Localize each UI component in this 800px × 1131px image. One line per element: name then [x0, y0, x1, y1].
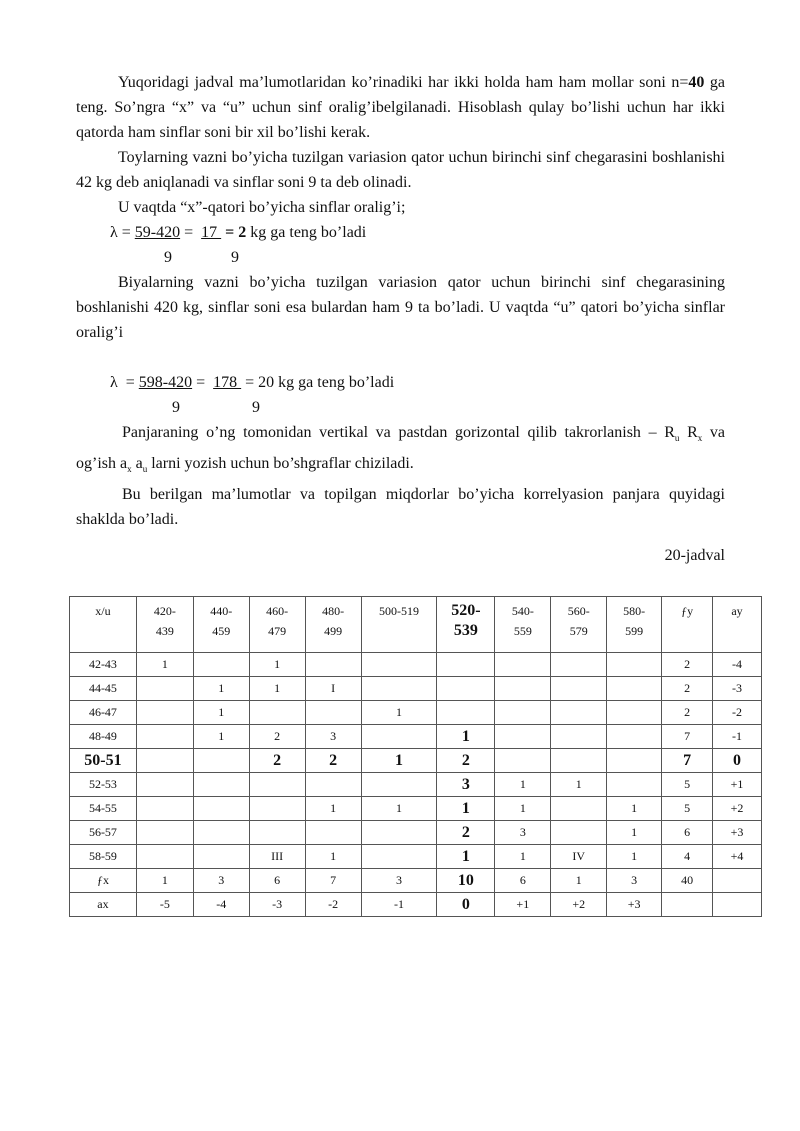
table-cell: 1 — [495, 845, 551, 869]
table-header-row — [70, 597, 762, 653]
paragraph-4: Biyalarning vazni bo’yicha tuzilgan variasion qator uchun birinchi sinf chegarasining boshlanishi 420 kg, sinflar soni esa bulardan ham 9 ta bo’ladi. U vaqtda “u” qatori bo’yicha sinflar oralig’i — [76, 274, 725, 341]
table-cell: 1 — [361, 797, 437, 821]
table-cell — [551, 797, 607, 821]
header-cell: ay — [713, 597, 762, 653]
table-cell: -1 — [361, 893, 437, 917]
table-cell — [662, 893, 713, 917]
table-cell: 6 — [495, 869, 551, 893]
table-cell: 1 — [193, 701, 249, 725]
table-cell: 46-47 — [70, 701, 137, 725]
table-cell: 1 — [249, 677, 305, 701]
formula-x-interval: λ = 59-420 = 17 = 2 kg ga teng bo’ladi 9 9 — [76, 220, 725, 270]
paragraph-2: Toylarning vazni bo’yicha tuzilgan variasion qator uchun birinchi sinf chegarasini boshlanishi 42 kg deb aniqlanadi va sinflar soni 9 ta deb olinadi. — [76, 149, 725, 191]
table-cell: 1 — [136, 869, 193, 893]
table-cell — [607, 725, 662, 749]
table-cell: 48-49 — [70, 725, 137, 749]
table-cell: 3 — [437, 773, 495, 797]
header-cell: 580- 599 — [607, 597, 662, 653]
table-cell: 1 — [437, 725, 495, 749]
header-cell: x/u — [70, 597, 137, 653]
table-cell: ax — [70, 893, 137, 917]
denominator: 9 — [231, 249, 239, 266]
correlation-table — [69, 596, 762, 917]
table-cell — [495, 749, 551, 773]
table-cell: I — [305, 677, 361, 701]
table-row — [70, 725, 762, 749]
table-cell: ƒx — [70, 869, 137, 893]
table-cell: +3 — [607, 893, 662, 917]
table-cell — [495, 677, 551, 701]
table-cell: +4 — [713, 845, 762, 869]
table-cell: 2 — [249, 725, 305, 749]
table-cell: 1 — [249, 653, 305, 677]
table-cell: 7 — [662, 749, 713, 773]
table-cell: -5 — [136, 893, 193, 917]
paragraph-3: U vaqtda “x”-qatori bo’yicha sinflar oralig’i; — [118, 199, 406, 216]
table-cell: 1 — [305, 845, 361, 869]
table-cell: 7 — [305, 869, 361, 893]
table-cell: 42-43 — [70, 653, 137, 677]
paragraph-5: Panjaraning o’ng tomonidan vertikal va pastdan gorizontal qilib takrorlanish – $R_u$ $R_x$ va og’ish $a_x$ $a_u$ larni yozish uchun bo’shgraflar chiziladi. — [76, 424, 726, 475]
table-cell: 2 — [249, 749, 305, 773]
table-cell — [361, 821, 437, 845]
table-cell: -2 — [305, 893, 361, 917]
table-cell — [495, 701, 551, 725]
formula-y-interval: λ = 598-420 = 178 = 20 kg ga teng bo’ladi 9 9 — [76, 370, 725, 420]
table-cell: 5 — [662, 797, 713, 821]
table-cell — [551, 677, 607, 701]
table-cell: 6 — [249, 869, 305, 893]
table-cell — [437, 701, 495, 725]
table-cell: 6 — [662, 821, 713, 845]
table-cell — [551, 749, 607, 773]
table-cell: 3 — [361, 869, 437, 893]
table-cell — [249, 797, 305, 821]
table-cell: 4 — [662, 845, 713, 869]
table-number: 20-jadval — [664, 547, 725, 564]
table-cell: 0 — [713, 749, 762, 773]
table-cell — [713, 869, 762, 893]
table-cell: 2 — [662, 677, 713, 701]
table-cell: -2 — [713, 701, 762, 725]
table-cell — [136, 845, 193, 869]
table-cell: 7 — [662, 725, 713, 749]
table-cell: 2 — [662, 701, 713, 725]
table-cell: 2 — [662, 653, 713, 677]
table-cell — [551, 701, 607, 725]
table-cell: 3 — [193, 869, 249, 893]
table-cell: 3 — [495, 821, 551, 845]
table-cell — [551, 821, 607, 845]
table-cell — [495, 653, 551, 677]
table-cell — [249, 701, 305, 725]
table-cell — [361, 773, 437, 797]
header-cell: 480- 499 — [305, 597, 361, 653]
table-cell: 1 — [551, 869, 607, 893]
table-row — [70, 653, 762, 677]
table-cell: 1 — [437, 797, 495, 821]
table-cell: 5 — [662, 773, 713, 797]
table-cell — [361, 725, 437, 749]
table-cell — [361, 677, 437, 701]
table-cell: 2 — [305, 749, 361, 773]
table-cell: 1 — [495, 797, 551, 821]
table-cell: +1 — [495, 893, 551, 917]
table-cell: -1 — [713, 725, 762, 749]
table-cell: 1 — [361, 701, 437, 725]
table-cell: 0 — [437, 893, 495, 917]
table-cell — [607, 701, 662, 725]
table-cell — [305, 821, 361, 845]
header-cell: 440- 459 — [193, 597, 249, 653]
table-cell — [136, 701, 193, 725]
table-row — [70, 869, 762, 893]
paragraph-1: Yuqoridagi jadval ma’lumotlaridan ko’rinadiki har ikki holda ham ham mollar soni n=40 ga teng. So’ngra “x” va “u” uchun sinf oralig’ibelgilanadi. Hisoblash qulay bo’lishi uchun har ikki qatorda ham sinflar soni bir xil bo’lishi kerak. — [76, 74, 726, 141]
table-cell: 1 — [136, 653, 193, 677]
table-cell — [249, 773, 305, 797]
table-row — [70, 893, 762, 917]
table-cell — [193, 821, 249, 845]
table-cell: 1 — [193, 677, 249, 701]
table-cell: -4 — [713, 653, 762, 677]
table-cell: 3 — [305, 725, 361, 749]
table-row — [70, 677, 762, 701]
table-cell: -3 — [713, 677, 762, 701]
table-cell — [136, 677, 193, 701]
table-cell: 1 — [437, 845, 495, 869]
table-cell: -4 — [193, 893, 249, 917]
table-cell — [305, 701, 361, 725]
header-cell: 420- 439 — [136, 597, 193, 653]
table-cell — [607, 653, 662, 677]
table-cell: 1 — [607, 845, 662, 869]
table-cell: 10 — [437, 869, 495, 893]
table-row — [70, 845, 762, 869]
table-cell: 1 — [607, 797, 662, 821]
table-cell — [607, 749, 662, 773]
table-cell: +3 — [713, 821, 762, 845]
table-cell: 2 — [437, 821, 495, 845]
table-cell — [305, 773, 361, 797]
table-row — [70, 701, 762, 725]
table-cell — [713, 893, 762, 917]
table-cell: 1 — [551, 773, 607, 797]
header-cell: 560- 579 — [551, 597, 607, 653]
table-cell: 50-51 — [70, 749, 137, 773]
table-cell: III — [249, 845, 305, 869]
table-cell: 3 — [607, 869, 662, 893]
table-cell — [551, 725, 607, 749]
table-row — [70, 749, 762, 773]
header-cell: 520- 539 — [437, 597, 495, 653]
table-cell: 52-53 — [70, 773, 137, 797]
table-cell: 58-59 — [70, 845, 137, 869]
denominator: 9 — [252, 399, 260, 416]
table-cell — [305, 653, 361, 677]
document-body — [76, 70, 726, 564]
table-cell — [607, 677, 662, 701]
table-cell: 1 — [305, 797, 361, 821]
header-cell: ƒy — [662, 597, 713, 653]
table-cell: 44-45 — [70, 677, 137, 701]
table-cell — [193, 797, 249, 821]
header-cell: 500-519 — [361, 597, 437, 653]
table-cell — [249, 821, 305, 845]
table-cell: IV — [551, 845, 607, 869]
table-cell: 1 — [193, 725, 249, 749]
table-cell — [361, 845, 437, 869]
table-cell — [437, 653, 495, 677]
table-cell: 1 — [607, 821, 662, 845]
table-cell — [136, 773, 193, 797]
table-cell — [437, 677, 495, 701]
table-cell — [551, 653, 607, 677]
paragraph-6: Bu berilgan ma’lumotlar va topilgan miqdorlar bo’yicha korrelyasion panjara quyidagi shaklda bo’ladi. — [76, 486, 725, 529]
table-cell — [136, 749, 193, 773]
table-cell: 2 — [437, 749, 495, 773]
header-cell: 460- 479 — [249, 597, 305, 653]
denominator: 9 — [164, 249, 172, 266]
table-cell — [136, 725, 193, 749]
table-cell: 54-55 — [70, 797, 137, 821]
table-cell — [193, 749, 249, 773]
table-row — [70, 773, 762, 797]
table-cell — [193, 845, 249, 869]
table-cell — [136, 821, 193, 845]
table-cell — [607, 773, 662, 797]
header-cell: 540- 559 — [495, 597, 551, 653]
table-cell: +2 — [713, 797, 762, 821]
table-cell: +1 — [713, 773, 762, 797]
table-cell: +2 — [551, 893, 607, 917]
table-cell — [193, 773, 249, 797]
table-row — [70, 797, 762, 821]
denominator: 9 — [172, 399, 180, 416]
table-cell: -3 — [249, 893, 305, 917]
table-row — [70, 821, 762, 845]
table-cell: 1 — [361, 749, 437, 773]
table-cell: 1 — [495, 773, 551, 797]
table-cell — [193, 653, 249, 677]
table-cell: 40 — [662, 869, 713, 893]
table-cell — [495, 725, 551, 749]
table-cell: 56-57 — [70, 821, 137, 845]
table-cell — [361, 653, 437, 677]
table-cell — [136, 797, 193, 821]
